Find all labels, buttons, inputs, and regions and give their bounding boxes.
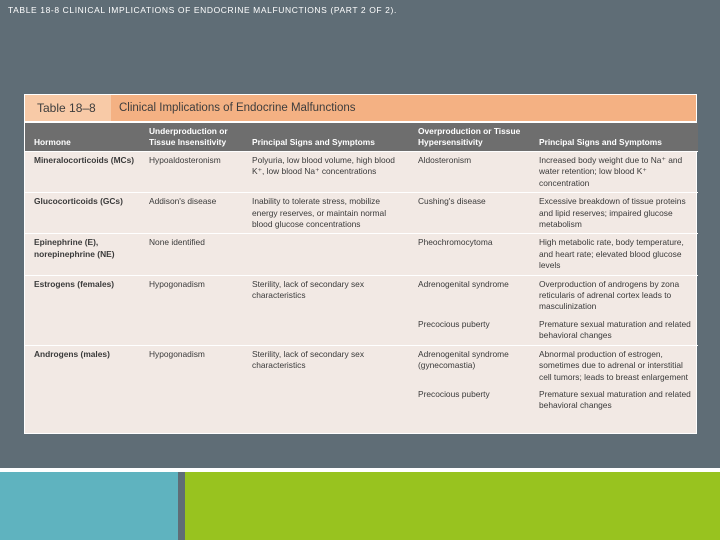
- cell-hormone: Epinephrine (E), norepinephrine (NE): [25, 234, 140, 275]
- cell-under: [140, 386, 243, 415]
- cell-over-signs: High metabolic rate, body temperature, and heart rate; elevated blood glucose levels: [530, 234, 698, 275]
- cell-over-signs: Premature sexual maturation and related behavioral changes: [539, 388, 691, 411]
- cell-over: Cushing's disease: [409, 193, 530, 234]
- cell-under-signs: Polyuria, low blood volume, high blood K⁺, low blood Na⁺ concentrations: [243, 152, 409, 193]
- table-row: [25, 234, 698, 275]
- cell-hormone: Glucocorticoids (GCs): [25, 193, 140, 234]
- cell-under-signs: Sterility, lack of secondary sex characteristics: [243, 345, 409, 386]
- table-row: [25, 345, 698, 386]
- cell-over-signs: Increased body weight due to Na⁺ and water retention; low blood K⁺ concentration: [530, 152, 698, 193]
- table-row: [25, 316, 698, 345]
- cell-under: Hypogonadism: [140, 275, 243, 316]
- cell-over: Aldosteronism: [409, 152, 530, 193]
- footer-accent-teal: [0, 472, 178, 540]
- cell-under: Addison's disease: [140, 193, 243, 234]
- cell-under: Hypoaldosteronism: [140, 152, 243, 193]
- cell-over-signs: Abnormal production of estrogen, sometimes due to adrenal or interstitial cell tumors; leads to breast enlargement: [530, 345, 698, 386]
- cell-hormone: Estrogens (females): [25, 275, 140, 316]
- col-header-under-signs: Principal Signs and Symptoms: [243, 123, 409, 152]
- col-header-over: Overproduction or Tissue Hypersensitivity: [409, 123, 530, 152]
- cell-under-signs: [243, 316, 409, 345]
- col-header-over-signs: Principal Signs and Symptoms: [530, 123, 698, 152]
- cell-hormone: [25, 386, 140, 415]
- cell-under-signs: Inability to tolerate stress, mobilize energy reserves, or maintain normal blood glucose concentrations: [243, 193, 409, 234]
- cell-over: Pheochromocytoma: [409, 234, 530, 275]
- table-row: [25, 193, 698, 234]
- cell-over: Adrenogenital syndrome: [409, 275, 530, 316]
- cell-hormone: Mineralocorticoids (MCs): [25, 152, 140, 193]
- cell-under-signs: [243, 386, 409, 415]
- col-header-under: Underproduction or Tissue Insensitivity: [140, 123, 243, 152]
- footer-accent-green: [185, 472, 720, 540]
- cell-hormone: Androgens (males): [25, 345, 140, 386]
- table-grid: [25, 123, 698, 415]
- table-title: Clinical Implications of Endocrine Malfunctions: [119, 102, 356, 114]
- cell-over: Precocious puberty: [418, 388, 490, 399]
- cell-over-signs: Premature sexual maturation and related behavioral changes: [539, 318, 691, 341]
- cell-over-signs: Overproduction of androgens by zona reticularis of adrenal cortex leads to masculinization: [530, 275, 698, 316]
- cell-hormone: [25, 316, 140, 345]
- cell-under: Hypogonadism: [140, 345, 243, 386]
- cell-under: None identified: [140, 234, 243, 275]
- table-number: Table 18–8: [25, 95, 111, 121]
- endocrine-table: [24, 94, 697, 434]
- table-row: [25, 275, 698, 316]
- cell-under-signs: [243, 234, 409, 275]
- column-header-row: [25, 123, 698, 152]
- table-row: [25, 152, 698, 193]
- slide-title: TABLE 18-8 CLINICAL IMPLICATIONS OF ENDOCRINE MALFUNCTIONS (PART 2 OF 2).: [8, 5, 397, 15]
- table-row: [25, 386, 698, 415]
- table-header-bar: [25, 95, 696, 123]
- cell-under-signs: Sterility, lack of secondary sex characteristics: [243, 275, 409, 316]
- cell-over: Adrenogenital syndrome (gynecomastia): [409, 345, 530, 386]
- cell-under: [140, 316, 243, 345]
- cell-over-signs: Excessive breakdown of tissue proteins and lipid reserves; impaired glucose metabolism: [530, 193, 698, 234]
- col-header-hormone: Hormone: [25, 123, 140, 152]
- cell-over: Precocious puberty: [418, 318, 490, 329]
